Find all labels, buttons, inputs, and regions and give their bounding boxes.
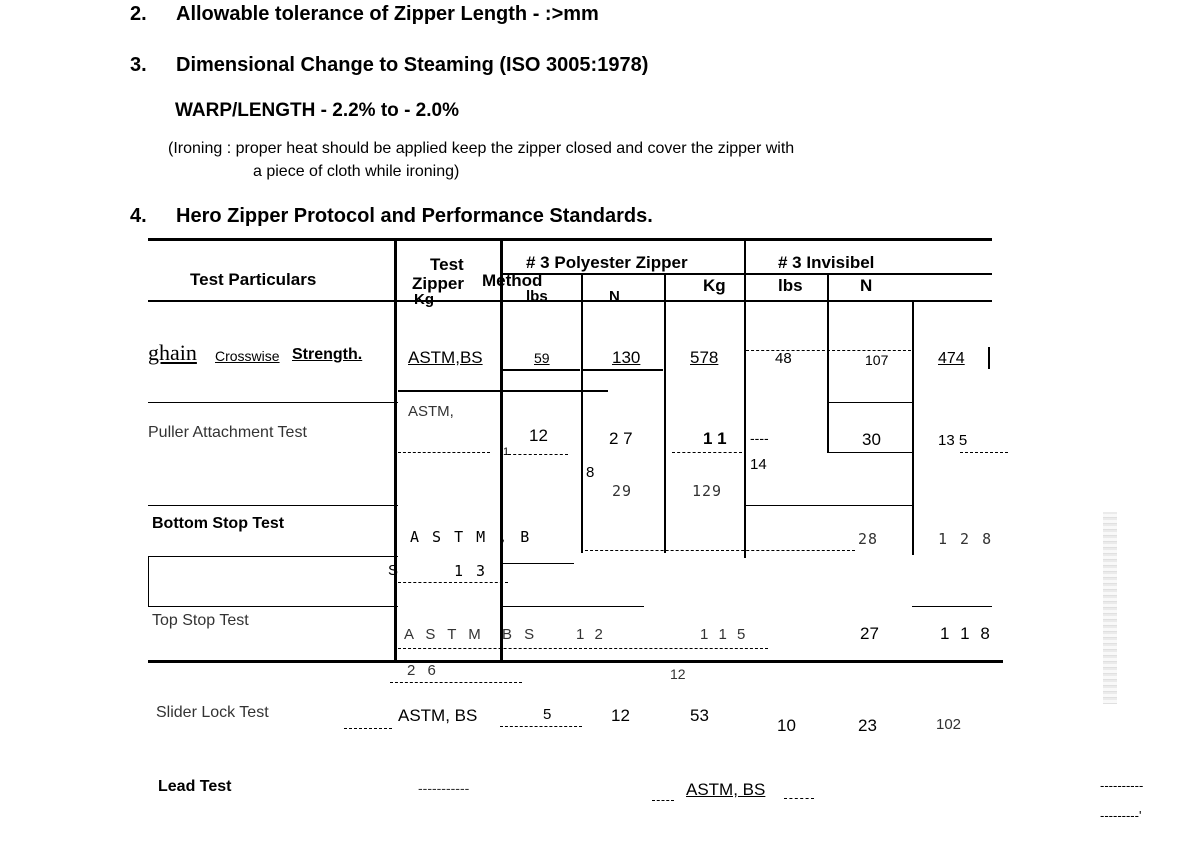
row-lead-method-dash-right bbox=[784, 798, 814, 799]
row-chain-v2: 130 bbox=[612, 348, 641, 367]
row-rule-3 bbox=[148, 556, 398, 557]
warp-length-spec: WARP/LENGTH - 2.2% to - 2.0% bbox=[175, 100, 459, 121]
table-vline-n2 bbox=[912, 300, 914, 555]
row-rule-3-left bbox=[148, 556, 149, 606]
section-4-title: Hero Zipper Protocol and Performance Standards. bbox=[176, 205, 653, 227]
row-slider-v1-dash bbox=[500, 726, 582, 727]
row-puller-v3: 1 1 bbox=[703, 429, 727, 448]
ironing-note-line2: a piece of cloth while ironing) bbox=[253, 163, 460, 180]
row-slider-v1: 5 bbox=[543, 706, 552, 723]
row-puller-method: ASTM, bbox=[408, 403, 454, 420]
row-top-v5: 27 bbox=[860, 624, 879, 643]
row-top-v3: 1 1 5 bbox=[700, 626, 749, 643]
row-bottom-v6: 1 2 8 bbox=[938, 530, 994, 548]
row-lead-right-dash-1: ---------- bbox=[1100, 778, 1144, 793]
row-puller-method-dash bbox=[398, 452, 490, 453]
row-chain-end-bar bbox=[988, 347, 990, 369]
row-puller-v6: 13 5 bbox=[938, 432, 968, 449]
row-top-method-bs: B S bbox=[502, 626, 539, 643]
row-slider-v3: 53 bbox=[690, 706, 709, 725]
row-lead-method: ASTM, BS bbox=[686, 780, 766, 799]
header-test: Test bbox=[430, 255, 464, 274]
row-puller-v5-rule bbox=[828, 452, 912, 453]
row-rule-4c bbox=[912, 606, 992, 607]
table-vline-invisible bbox=[744, 238, 746, 558]
row-bottom-method-s: S bbox=[388, 562, 399, 579]
table-header-rule bbox=[148, 300, 992, 302]
row-chain-label-b: Crosswise bbox=[215, 348, 280, 364]
row-rule-4b bbox=[502, 606, 644, 607]
row-chain-ul-2 bbox=[583, 369, 663, 371]
row-puller-extra-1: 1 bbox=[503, 446, 510, 458]
row-rule-4 bbox=[148, 606, 398, 607]
header-zipper: Zipper bbox=[412, 274, 464, 293]
header-invisible-zipper: # 3 Invisibel bbox=[778, 253, 875, 272]
scan-artifact-strip bbox=[1103, 512, 1117, 704]
row-chain-label-c: Strength. bbox=[292, 346, 363, 363]
header-lbs: lbs bbox=[526, 288, 548, 305]
row-puller-extra-8: 8 bbox=[586, 464, 595, 481]
row-bottom-v13-dash bbox=[398, 582, 508, 583]
row-bottom-label: Bottom Stop Test bbox=[152, 515, 285, 532]
row-puller-v3-dash bbox=[672, 452, 742, 453]
section-2-title: Allowable tolerance of Zipper Length - :>mm bbox=[176, 3, 599, 25]
row-puller-label: Puller Attachment Test bbox=[148, 424, 307, 441]
row-puller-v1-dash bbox=[508, 454, 568, 455]
row-slider-v5: 23 bbox=[858, 716, 877, 735]
row-top-method: A S T M bbox=[404, 626, 485, 643]
row-top-v12: 12 bbox=[670, 666, 686, 682]
row-slider-v4: 10 bbox=[777, 716, 796, 735]
row-slider-v6: 102 bbox=[936, 716, 962, 733]
row-puller-v2: 2 7 bbox=[609, 429, 633, 448]
row-rule-1b bbox=[828, 402, 914, 403]
row-bottom-method: A S T M , B bbox=[410, 528, 532, 546]
header-lbs-invisible: lbs bbox=[778, 276, 803, 295]
row-rule-2 bbox=[148, 505, 398, 506]
row-puller-v4: ---- bbox=[750, 430, 769, 446]
section-2-number: 2. bbox=[130, 3, 147, 25]
row-puller-extra-29: 29 bbox=[612, 482, 633, 500]
header-n: N bbox=[609, 288, 620, 305]
row-chain-v5: 107 bbox=[865, 352, 889, 368]
header-n-invisible: N bbox=[860, 276, 873, 295]
row-puller-v6-dash bbox=[960, 452, 1008, 453]
row-bottom-v5: 28 bbox=[858, 530, 879, 548]
row-top-v26-dash bbox=[390, 682, 522, 683]
header-test-particulars: Test Particulars bbox=[190, 270, 317, 289]
row-chain-method: ASTM,BS bbox=[408, 348, 483, 367]
table-vline-n bbox=[581, 273, 583, 553]
row-puller-v5: 30 bbox=[862, 430, 881, 449]
row-puller-v4b: 14 bbox=[750, 456, 767, 473]
section-3-number: 3. bbox=[130, 54, 147, 76]
header-kg-left: Kg bbox=[414, 291, 434, 308]
table-vline-lbs2 bbox=[827, 273, 829, 453]
row-slider-lead-dash bbox=[344, 728, 392, 729]
row-lead-label: Lead Test bbox=[158, 778, 232, 795]
row-chain-v4: 48 bbox=[775, 350, 792, 367]
row-chain-dash bbox=[746, 350, 911, 351]
row-rule-2b bbox=[745, 505, 913, 506]
row-chain-v6: 474 bbox=[938, 350, 965, 367]
row-chain-label-a: ghain bbox=[148, 340, 197, 365]
row-rule-bottom-method bbox=[502, 563, 574, 564]
table-bottom-rule bbox=[148, 660, 1003, 663]
section-3-title: Dimensional Change to Steaming (ISO 3005:1978) bbox=[176, 54, 649, 76]
row-top-v26: 2 6 bbox=[407, 662, 440, 679]
table-vline-kg bbox=[664, 273, 666, 553]
table-vline-method-left bbox=[394, 238, 397, 663]
row-chain-v3: 578 bbox=[690, 348, 719, 367]
row-top-v6: 1 1 8 bbox=[940, 624, 993, 643]
header-method: Method bbox=[482, 271, 543, 290]
row-lead-method-dash-left bbox=[652, 800, 674, 801]
row-chain-v1: 59 bbox=[534, 350, 550, 366]
row-puller-v1: 12 bbox=[529, 426, 548, 445]
row-bottom-v13: 1 3 bbox=[454, 562, 488, 580]
section-4-number: 4. bbox=[130, 205, 147, 227]
table-subheader-rule bbox=[500, 273, 992, 275]
table-top-rule bbox=[148, 238, 992, 241]
row-slider-v2: 12 bbox=[611, 706, 630, 725]
row-top-dash bbox=[398, 648, 768, 649]
row-top-label: Top Stop Test bbox=[152, 612, 249, 629]
row-lead-dashes: ----------- bbox=[418, 780, 470, 796]
header-kg: Kg bbox=[703, 276, 726, 295]
row-slider-method: ASTM, BS bbox=[398, 706, 478, 725]
row-rule-1 bbox=[148, 402, 398, 403]
row-bottom-dash bbox=[585, 550, 855, 551]
row-top-v1: 1 2 bbox=[576, 626, 606, 643]
row-lead-right-dash-2: ---------' bbox=[1100, 808, 1142, 823]
row-slider-label: Slider Lock Test bbox=[156, 704, 269, 721]
header-polyester-zipper: # 3 Polyester Zipper bbox=[526, 253, 688, 272]
ironing-note-line1: (Ironing : proper heat should be applied keep the zipper closed and cover the zipper with bbox=[168, 140, 795, 157]
row-puller-extra-129: 129 bbox=[692, 482, 723, 500]
chain-strike-rule bbox=[398, 390, 608, 392]
row-chain-ul-1 bbox=[500, 369, 580, 371]
